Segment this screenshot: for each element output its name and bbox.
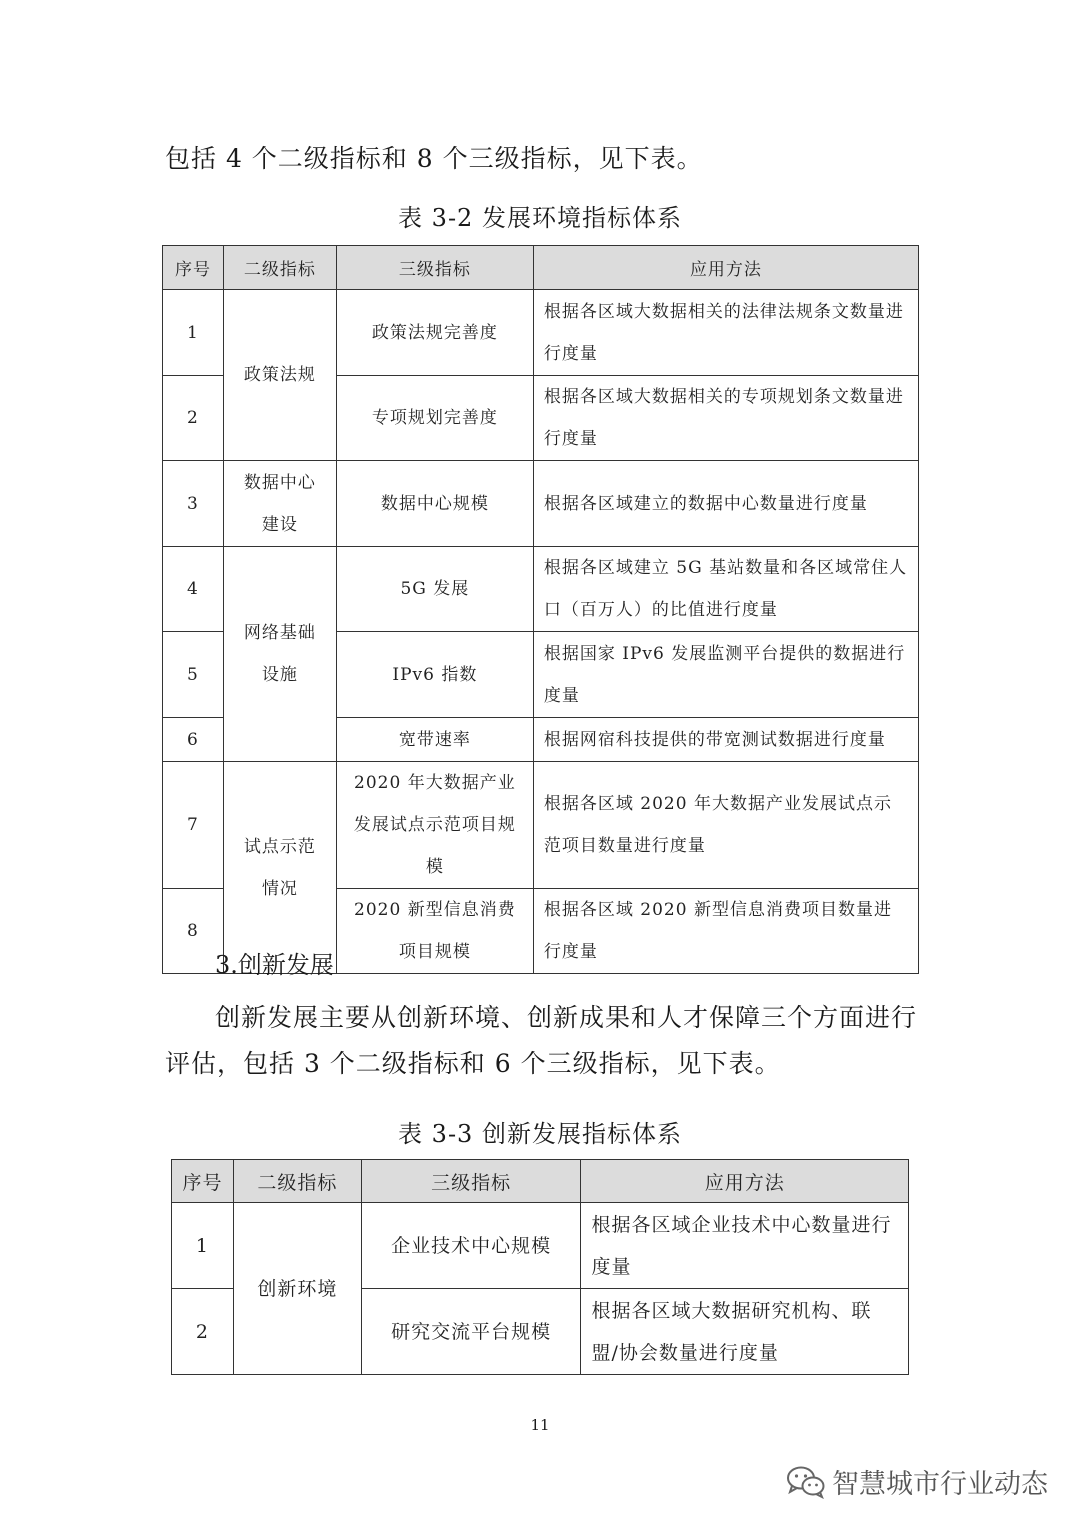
row-no: 6 <box>163 718 224 762</box>
page-number: 11 <box>530 1416 550 1434</box>
header-method: 应用方法 <box>533 246 918 290</box>
indicator-cell: 2020 年大数据产业发展试点示范项目规模 <box>336 762 533 889</box>
table-3-2 <box>162 245 919 974</box>
indicator-cell: 5G 发展 <box>336 547 533 632</box>
row-no: 2 <box>163 376 224 461</box>
method-cell: 根据各区域企业技术中心数量进行度量 <box>581 1203 909 1289</box>
indicator-label: 2020 新型信息消费项目规模 <box>354 900 516 962</box>
watermark <box>786 1462 1048 1501</box>
method-cell: 根据各区域大数据研究机构、联盟/协会数量进行度量 <box>581 1289 909 1375</box>
row-no: 1 <box>163 290 224 376</box>
header-level3: 三级指标 <box>361 1160 581 1203</box>
wechat-icon <box>786 1465 826 1499</box>
row-no: 4 <box>163 547 224 632</box>
row-no: 3 <box>163 461 224 547</box>
table-row <box>163 461 919 547</box>
row-no: 7 <box>163 762 224 889</box>
group-cell: 创新环境 <box>233 1203 361 1375</box>
method-cell: 根据各区域建立的数据中心数量进行度量 <box>533 461 918 547</box>
table-header-row <box>172 1160 909 1203</box>
indicator-cell: 专项规划完善度 <box>336 376 533 461</box>
table-row <box>163 547 919 632</box>
header-no: 序号 <box>172 1160 234 1203</box>
row-no: 8 <box>163 889 224 974</box>
row-no: 1 <box>172 1203 234 1289</box>
header-level2: 二级指标 <box>233 1160 361 1203</box>
table-3-3-caption: 表 3-3 创新发展指标体系 <box>398 1120 682 1148</box>
method-cell: 根据各区域建立 5G 基站数量和各区域常住人口（百万人）的比值进行度量 <box>533 547 918 632</box>
indicator-cell: 数据中心规模 <box>336 461 533 547</box>
row-no: 5 <box>163 632 224 718</box>
group-cell: 政策法规 <box>223 290 336 461</box>
group-label: 数据中心建设 <box>243 472 316 535</box>
table-3-2-caption: 表 3-2 发展环境指标体系 <box>398 204 682 232</box>
watermark-text: 智慧城市行业动态 <box>832 1469 1048 1500</box>
indicator-cell <box>336 889 533 974</box>
table-row <box>172 1203 909 1289</box>
intro-paragraph: 包括 4 个二级指标和 8 个三级指标，见下表。 <box>165 144 703 173</box>
table-row <box>163 290 919 376</box>
table-header-row <box>163 246 919 290</box>
section-paragraph: 创新发展主要从创新环境、创新成果和人才保障三个方面进行评估，包括 3 个二级指标和 6 个三级指标，见下表。 <box>165 1003 918 1078</box>
group-label: 网络基础设施 <box>243 623 316 685</box>
group-cell <box>223 461 336 547</box>
method-cell: 根据各区域大数据相关的专项规划条文数量进行度量 <box>533 376 918 461</box>
method-cell: 根据网宿科技提供的带宽测试数据进行度量 <box>533 718 918 762</box>
indicator-cell: 宽带速率 <box>336 718 533 762</box>
indicator-cell: 政策法规完善度 <box>336 290 533 376</box>
group-cell <box>223 547 336 762</box>
row-no: 2 <box>172 1289 234 1375</box>
group-label: 试点示范情况 <box>243 836 316 899</box>
method-cell: 根据各区域 2020 年大数据产业发展试点示范项目数量进行度量 <box>533 762 918 889</box>
method-cell: 根据各区域 2020 新型信息消费项目数量进行度量 <box>533 889 918 974</box>
header-no: 序号 <box>163 246 224 290</box>
method-cell: 根据各区域大数据相关的法律法规条文数量进行度量 <box>533 290 918 376</box>
table-3-3 <box>171 1159 909 1375</box>
header-level2: 二级指标 <box>223 246 336 290</box>
method-cell: 根据国家 IPv6 发展监测平台提供的数据进行度量 <box>533 632 918 718</box>
header-method: 应用方法 <box>581 1160 909 1203</box>
section-heading: 3.创新发展 <box>215 951 334 979</box>
indicator-cell: 研究交流平台规模 <box>361 1289 581 1375</box>
indicator-cell: IPv6 指数 <box>336 632 533 718</box>
indicator-cell: 企业技术中心规模 <box>361 1203 581 1289</box>
table-row <box>163 762 919 889</box>
group-cell <box>223 762 336 974</box>
header-level3: 三级指标 <box>336 246 533 290</box>
